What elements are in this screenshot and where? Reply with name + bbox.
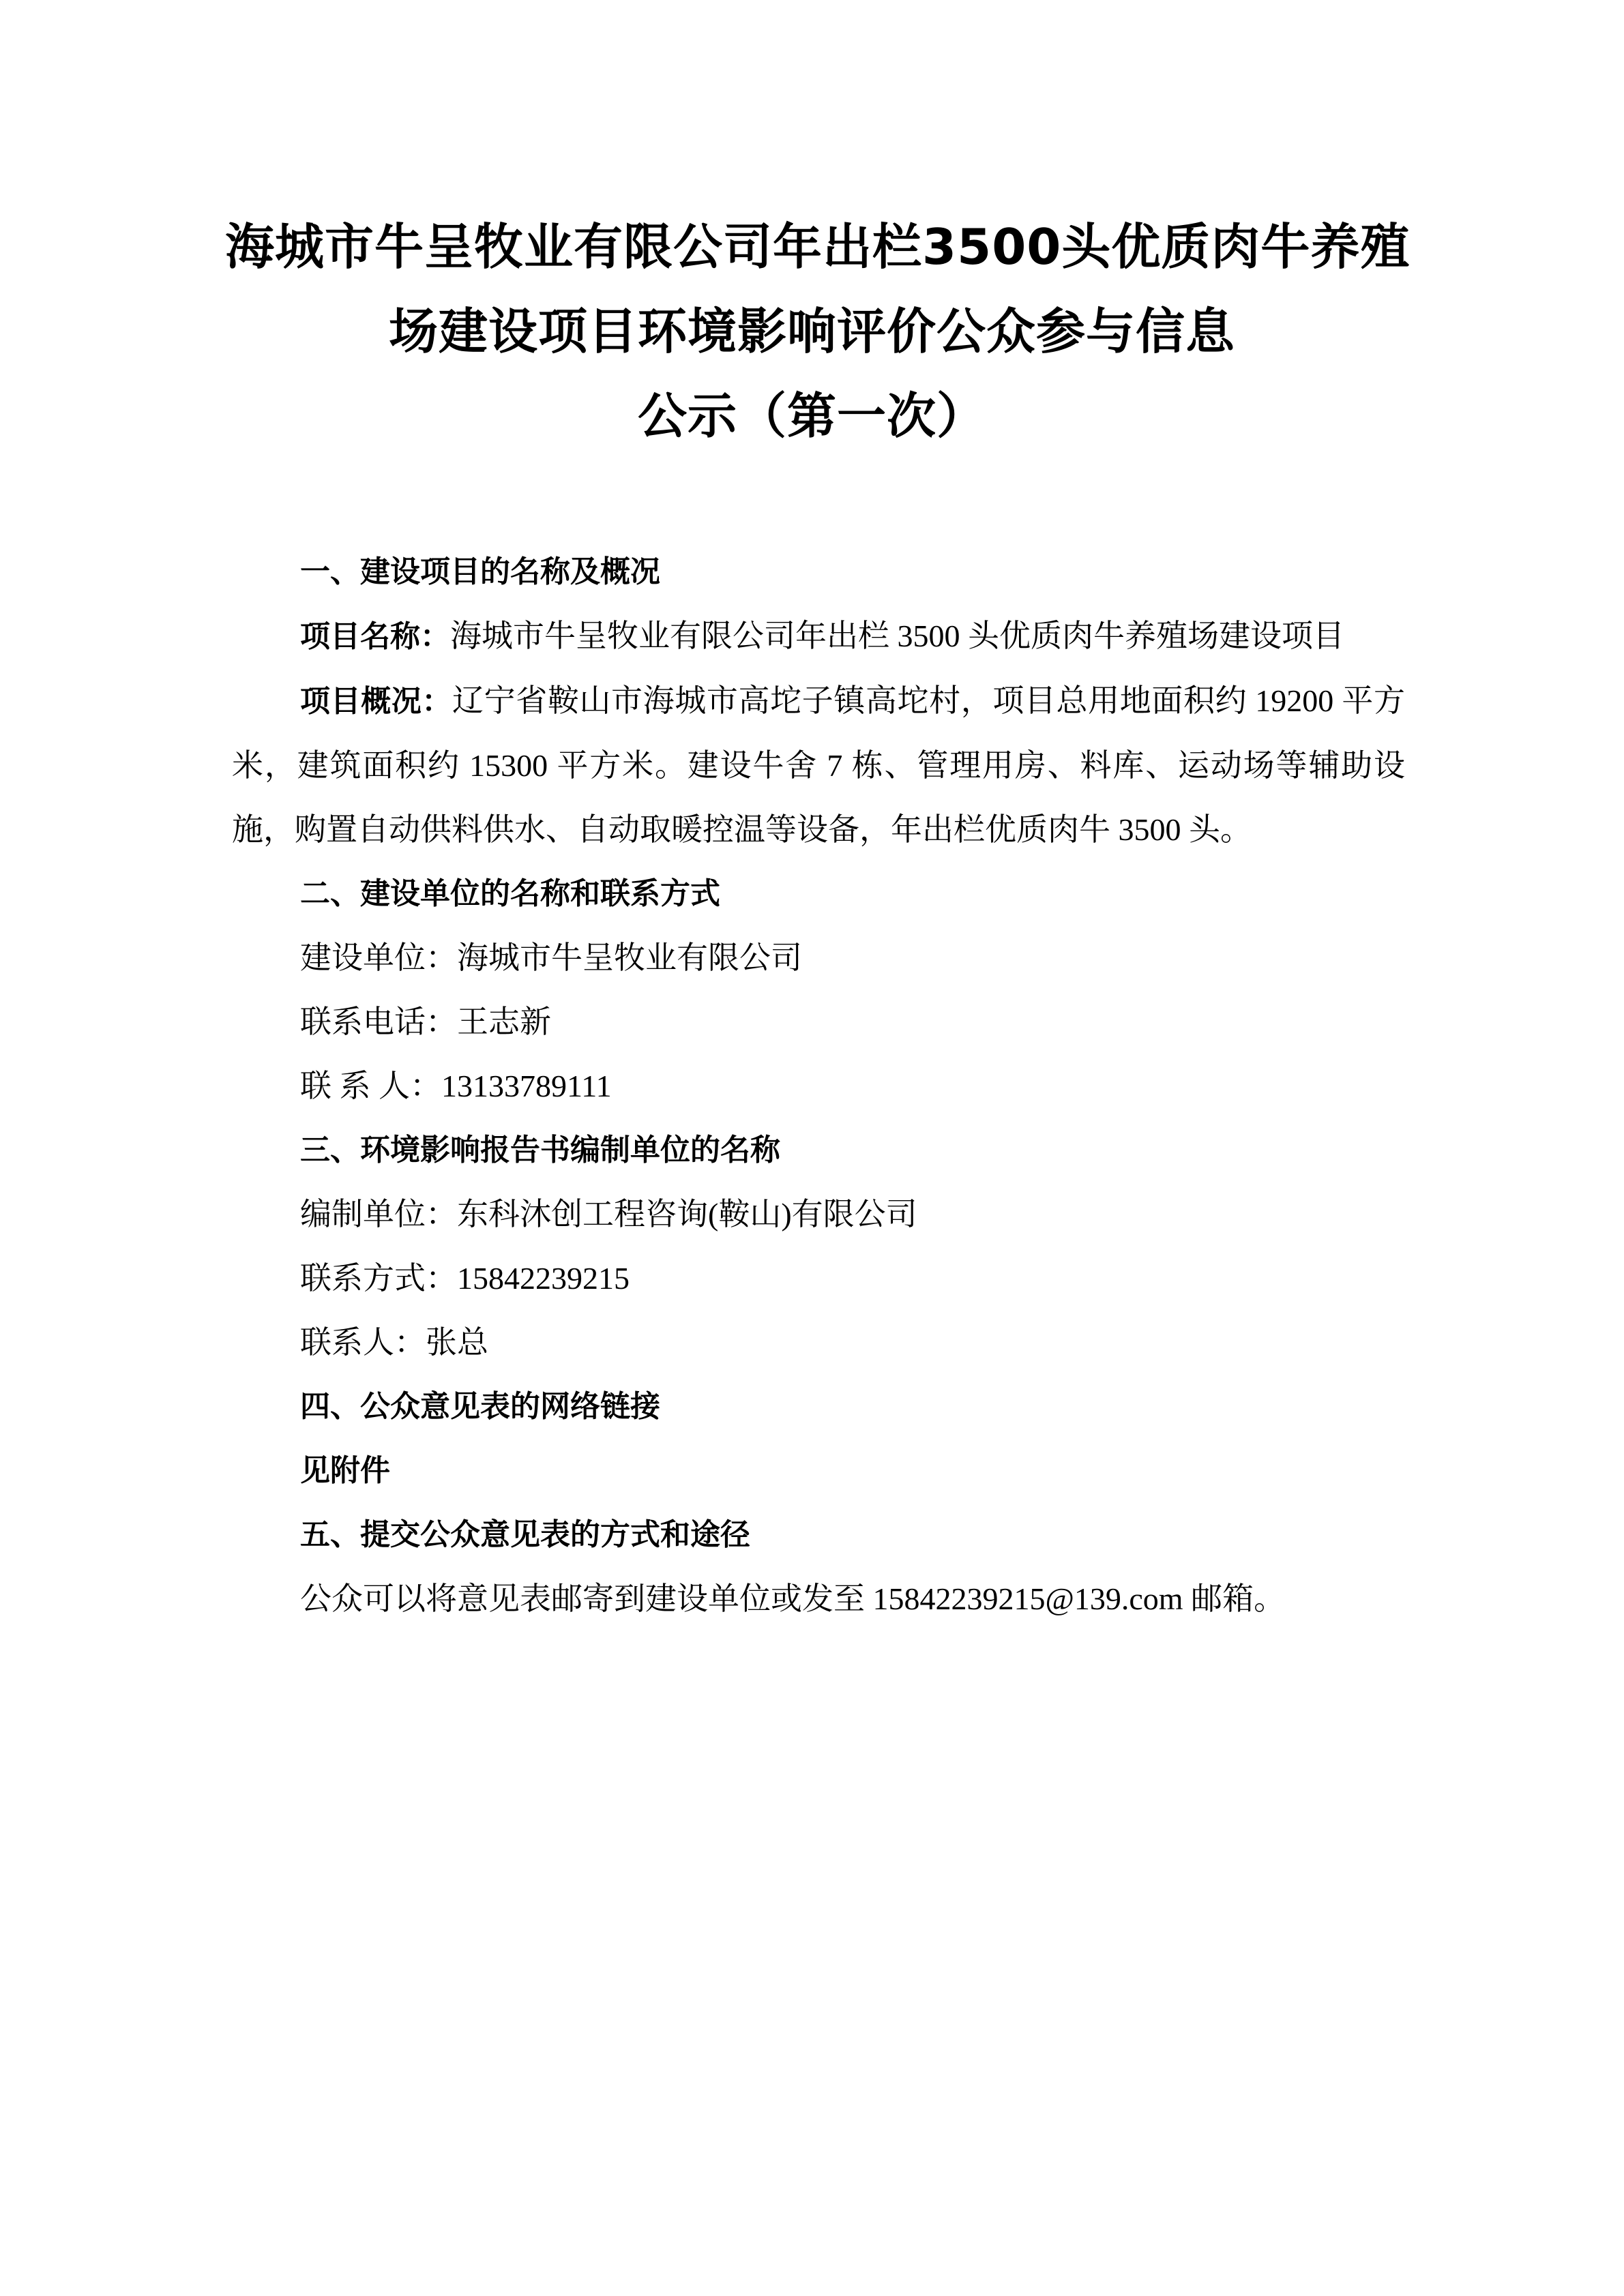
project-overview-label: 项目概况：: [300, 684, 453, 719]
contact-person-line: 联 系 人：13133789111: [300, 1069, 612, 1103]
project-name-line: [232, 604, 1405, 669]
construction-unit-line: 建设单位：海城市牛呈牧业有限公司: [300, 940, 802, 975]
document-title: [225, 205, 1411, 458]
compiling-contact-method-line: 联系方式：15842239215: [300, 1261, 630, 1296]
section-5-heading: 五、提交公众意见表的方式和途径: [300, 1517, 750, 1552]
project-name-label: 项目名称：: [300, 619, 450, 654]
submission-text-before-email: 公众可以将意见表邮寄到建设单位或发至: [300, 1581, 873, 1616]
see-attachment-line: 见附件: [300, 1453, 390, 1488]
title-line-2: 场建设项目环境影响评价公众参与信息: [388, 303, 1235, 360]
submission-text-after-email: 邮箱。: [1183, 1581, 1286, 1616]
section-4-heading: 四、公众意见表的网络链接: [300, 1389, 660, 1424]
title-line-1: 海城市牛呈牧业有限公司年出栏3500头优质肉牛养殖: [225, 218, 1411, 275]
compiling-contact-person-line: 联系人：张总: [300, 1325, 488, 1360]
project-name-value: 海城市牛呈牧业有限公司年出栏 3500 头优质肉牛养殖场建设项目: [450, 618, 1344, 653]
submission-method-line: [232, 1567, 1405, 1631]
section-3-heading: 三、环境影响报告书编制单位的名称: [300, 1133, 780, 1167]
section-1-heading: 一、建设项目的名称及概况: [300, 554, 660, 589]
project-overview-line: [232, 669, 1405, 862]
compiling-unit-line: 编制单位：东科沐创工程咨询(鞍山)有限公司: [300, 1197, 917, 1232]
project-overview-value: 辽宁省鞍山市海城市高坨子镇高坨村，项目总用地面积约 19200 平方米，建筑面积约 15300 平方米。建设牛舍 7 栋、管理用房、料库、运动场等辅助设施，购置自动供料供水、自动取暖控温等设备，年出栏优质肉牛 3500 头。: [232, 683, 1406, 847]
section-2-heading: 二、建设单位的名称和联系方式: [300, 876, 720, 911]
contact-phone-line: 联系电话：王志新: [300, 1004, 551, 1039]
title-line-3: 公示（第一次）: [637, 387, 986, 445]
email-address[interactable]: 15842239215@139.com: [872, 1581, 1183, 1616]
document-body: [232, 540, 1405, 1631]
